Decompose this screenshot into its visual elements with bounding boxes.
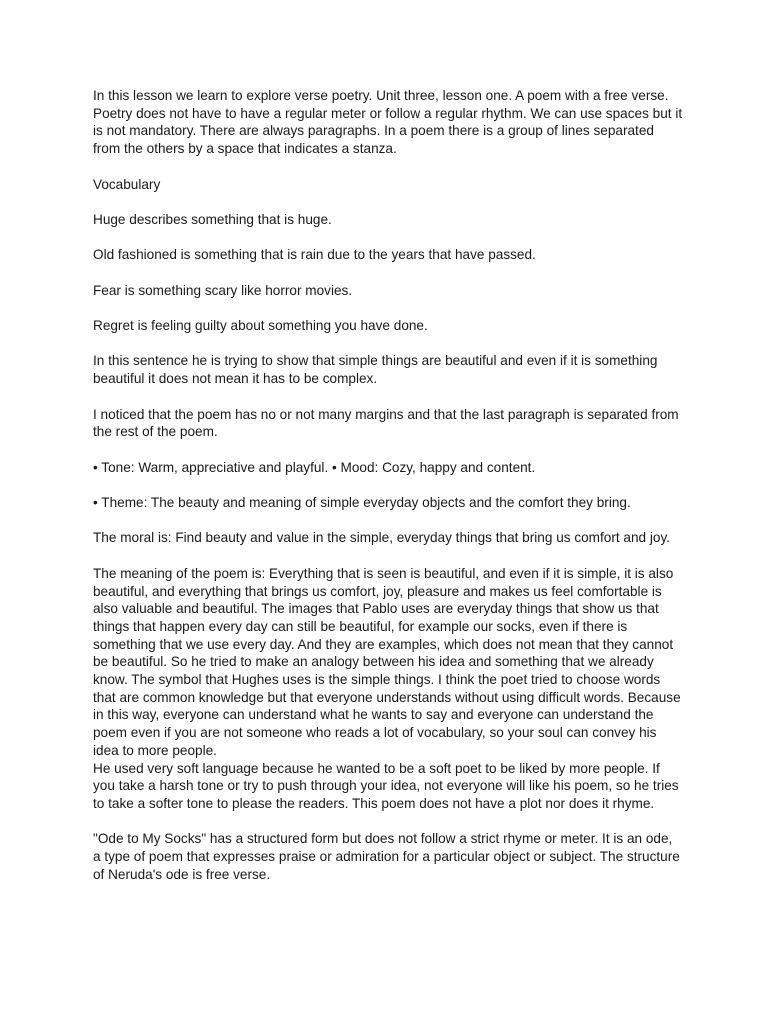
ode-structure-paragraph: "Ode to My Socks" has a structured form but does not follow a strict rhyme or meter. It is an ode, a type of poem that expresses praise or admiration for a particular object or subject. The structure of Neruda's ode is free verse. bbox=[93, 831, 680, 882]
simple-things-paragraph: In this sentence he is trying to show that simple things are beautiful and even if it is something beautiful it does not mean it has to be complex. bbox=[93, 353, 658, 387]
vocab-huge: Huge describes something that is huge. bbox=[93, 211, 332, 227]
document-body bbox=[93, 87, 683, 901]
theme-bullet: • Theme: The beauty and meaning of simple everyday objects and the comfort they bring. bbox=[93, 495, 631, 511]
language-paragraph: He used very soft language because he wanted to be a soft poet to be liked by more people. If you take a harsh tone or try to push through your idea, not everyone will like his poem, so he tries to take a softer tone to please the readers. This poem does not have a plot nor does it rhyme. bbox=[93, 760, 679, 811]
vocabulary-heading: Vocabulary bbox=[93, 176, 161, 192]
moral-paragraph: The moral is: Find beauty and value in the simple, everyday things that bring us comfort and joy. bbox=[93, 530, 671, 546]
tone-mood-bullets: • Tone: Warm, appreciative and playful. • Mood: Cozy, happy and content. bbox=[93, 459, 536, 475]
intro-paragraph: In this lesson we learn to explore verse poetry. Unit three, lesson one. A poem with a free verse. Poetry does not have to have a regular meter or follow a regular rhythm. We can use spaces but it is not mandatory. There are always paragraphs. In a poem there is a group of lines separated from the others by a space that indicates a stanza. bbox=[93, 88, 683, 157]
vocab-fear: Fear is something scary like horror movies. bbox=[93, 282, 353, 298]
vocab-old-fashioned: Old fashioned is something that is rain due to the years that have passed. bbox=[93, 247, 536, 263]
meaning-paragraph: The meaning of the poem is: Everything that is seen is beautiful, and even if it is simple, it is also beautiful, and everything that brings us comfort, joy, pleasure and makes us feel comfortable is also valuable and beautiful. The images that Pablo uses are everyday things that show us that things that happen every day can still be beautiful, for example our socks, even if there is something that we use every day. And they are examples, which does not mean that they cannot be beautiful. So he tried to make an analogy between his idea and something that we already know. The symbol that Hughes uses is the simple things. I think the poet tried to choose words that are common knowledge but that everyone understands without using difficult words. Because in this way, everyone can understand what he wants to say and everyone can understand the poem even if you are not someone who reads a lot of vocabulary, so your soul can convey his idea to more people. bbox=[93, 565, 681, 758]
vocab-regret: Regret is feeling guilty about something you have done. bbox=[93, 318, 428, 334]
margins-paragraph: I noticed that the poem has no or not many margins and that the last paragraph is separated from the rest of the poem. bbox=[93, 406, 679, 440]
